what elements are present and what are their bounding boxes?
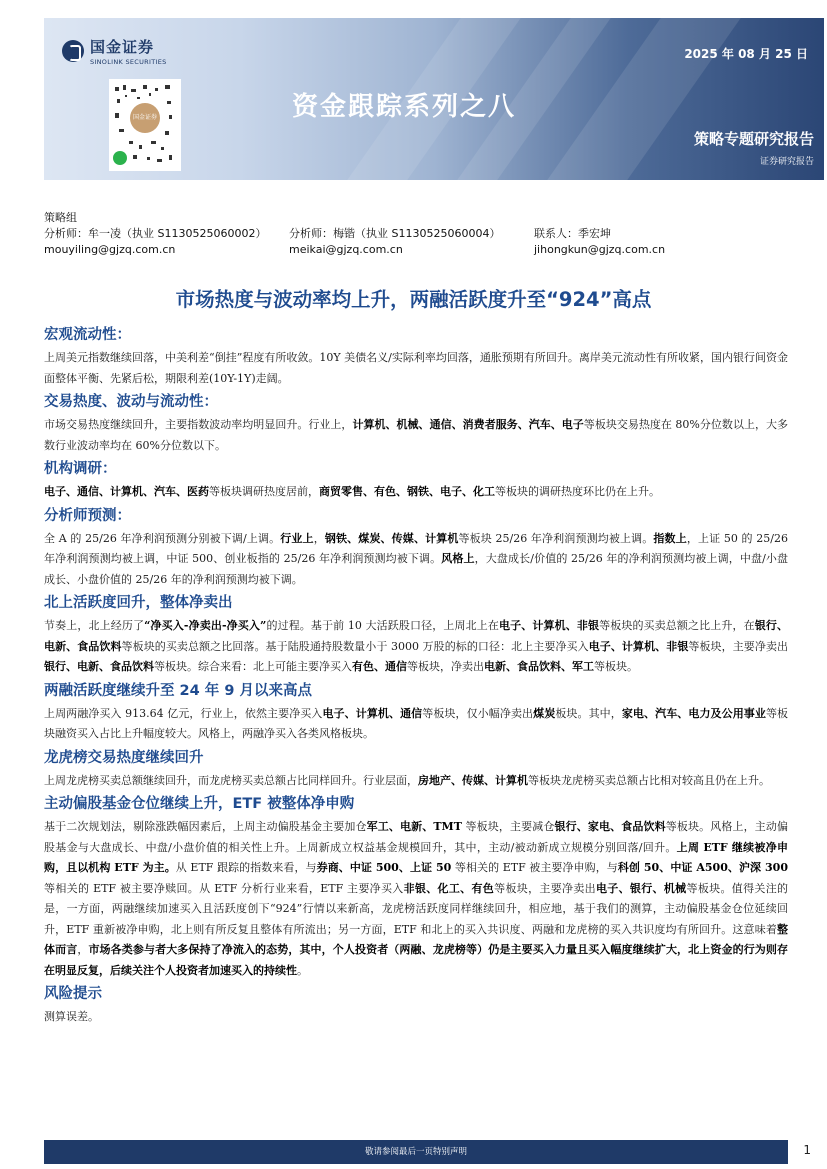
report-type: 策略专题研究报告 bbox=[693, 130, 814, 148]
section-paragraph: 全 A 的 25/26 年净利润预测分别被下调/上调。行业上，钢铁、煤炭、传媒、计算机等板块 25/26 年净利润预测均被上调。指数上，上证 50 的 25/26 年净利润预测均被上调，中证 500、创业板指的 25/26 年净利润预测均被下调。风格上，大盘成长/价值的 25/26 年的净利润预测均被上调，中盘/小盘成长、小盘价值的 25/26 年的净利润预测均被下调。 bbox=[44, 531, 789, 586]
team-group: 策略组 bbox=[44, 211, 77, 224]
section-title: 两融活跃度继续升至 24 年 9 月以来高点 bbox=[44, 682, 312, 699]
company-logo bbox=[62, 36, 167, 66]
section-title: 宏观流动性： bbox=[44, 327, 131, 343]
section-paragraph: 基于二次规划法，剔除涨跌幅因素后，上周主动偏股基金主要加仓军工、电新、TMT 等板块，主要减仓银行、家电、食品饮料等板块。风格上，主动偏股基金与大盘成长、中盘/小盘价值的相关性上升。上周新成立权益基金规模回升，其中，主动/被动新成立规模分别回落/回升。上周 ETF 继续被净申购，且以机构 ETF 为主。从 ETF 跟踪的指数来看，与券商、中证 500、上证 50 等相关的 ETF 被主要净申购，与科创 50、中证 A500、沪深 300 等相关的 ETF 被主要净赎回。从 ETF 分析行业来看，ETF 主要净买入非银、化工、有色等板块，主要净卖出电子、银行、机械等板块。值得关注的是，一方面，两融继续加速买入且活跃度创下“924”行情以来新高，龙虎榜活跃度同样继续回升，相应地，基于我们的测算，主动偏股基金仓位延续回升，ETF 重新被净申购，北上则有所反复且整体有所流出；另一方面，ETF 和北上的买入共识度、两融和龙虎榜的买入共识度均有所回升。这意味着整体而言，市场各类参与者大多保持了净流入的态势，其中，个人投资者（两融、龙虎榜等）仍是主要买入力量且买入幅度继续扩大，北上资金的行为则存在明显反复，后续关注个人投资者加速买入的持续性。 bbox=[44, 820, 789, 977]
mini-program-icon bbox=[113, 151, 127, 165]
qr-code bbox=[109, 79, 181, 171]
section-title: 北上活跃度回升，整体净卖出 bbox=[44, 595, 233, 611]
section-paragraph: 上周两融净买入 913.64 亿元，行业上，依然主要净买入电子、计算机、通信等板块，仅小幅净卖出煤炭板块。其中，家电、汽车、电力及公用事业等板块融资买入占比上升幅度较大。风格上，两融净买入各类风格板块。 bbox=[44, 706, 789, 740]
page-number: 1 bbox=[803, 1143, 811, 1157]
section-title: 分析师预测： bbox=[44, 507, 131, 524]
report-category: 证券研究报告 bbox=[759, 157, 814, 167]
analyst-1: 分析师：牟一凌（执业 S1130525060002） bbox=[44, 227, 267, 240]
logo-cn-text: 国金证券 bbox=[90, 38, 155, 56]
footer-disclaimer: 敬请参阅最后一页特别声明 bbox=[364, 1147, 467, 1157]
analyst-2: 分析师：梅锴（执业 S1130525060004） bbox=[289, 227, 501, 240]
section-title: 机构调研： bbox=[44, 461, 117, 477]
contact-email[interactable]: jihongkun@gjzq.com.cn bbox=[534, 243, 666, 256]
contact-person: 联系人：季宏坤 bbox=[534, 227, 611, 240]
section-paragraph: 电子、通信、计算机、汽车、医药等板块调研热度居前，商贸零售、有色、钢铁、电子、化工等板块的调研热度环比仍在上升。 bbox=[44, 485, 660, 498]
logo-en-text: SINOLINK SECURITIES bbox=[90, 58, 167, 66]
report-headline: 市场热度与波动率均上升，两融活跃度升至“924”高点 bbox=[175, 288, 652, 311]
section-paragraph: 上周龙虎榜买卖总额继续回升，而龙虎榜买卖总额占比同样回升。行业层面，房地产、传媒、计算机等板块龙虎榜买卖总额占比相对较高且仍在上升。 bbox=[44, 773, 770, 787]
analyst-team bbox=[44, 210, 665, 258]
analyst-2-email[interactable]: meikai@gjzq.com.cn bbox=[289, 243, 403, 256]
section-title: 风险提示 bbox=[44, 986, 102, 1002]
analyst-1-email[interactable]: mouyiling@gjzq.com.cn bbox=[44, 243, 176, 256]
report-date: 2025 年 08 月 25 日 bbox=[684, 47, 808, 61]
section-paragraph: 上周美元指数继续回落，中美利差“倒挂”程度有所收敛。10Y 美债名义/实际利率均回落，通胀预期有所回升。离岸美元流动性有所收紧，国内银行间资金面整体平衡、先紧后松，期限利差(10Y-1Y)走阔。 bbox=[44, 351, 788, 385]
footer-bar bbox=[44, 1140, 788, 1164]
section-paragraph: 测算误差。 bbox=[44, 1010, 99, 1023]
report-body bbox=[44, 322, 788, 1028]
section-title: 交易热度、波动与流动性： bbox=[44, 394, 218, 410]
header-banner bbox=[44, 18, 824, 180]
logo-icon bbox=[62, 40, 84, 62]
section-paragraph: 节奏上，北上经历了“净买入-净卖出-净买入”的过程。基于前 10 大活跃股口径，上周北上在电子、计算机、非银等板块的买卖总额之比上升，在银行、电新、食品饮料等板块的买卖总额之比回落。基于陆股通持股数量小于 3000 万股的标的口径：北上主要净买入电子、计算机、非银等板块，主要净卖出银行、电新、食品饮料等板块。综合来看：北上可能主要净买入有色、通信等板块，净卖出电新、食品饮料、军工等板块。 bbox=[44, 619, 789, 673]
series-title: 资金跟踪系列之八 bbox=[292, 92, 517, 122]
section-title: 主动偏股基金仓位继续上升，ETF 被整体净申购 bbox=[44, 796, 355, 812]
section-title: 龙虎榜交易热度继续回升 bbox=[44, 749, 204, 766]
section-paragraph: 市场交易热度继续回升，主要指数波动率均明显回升。行业上，计算机、机械、通信、消费者服务、汽车、电子等板块交易热度在 80%分位数以上，大多数行业波动率均在 60%分位数以下。 bbox=[44, 418, 789, 452]
qr-center-badge: 国金证券 bbox=[130, 103, 160, 133]
